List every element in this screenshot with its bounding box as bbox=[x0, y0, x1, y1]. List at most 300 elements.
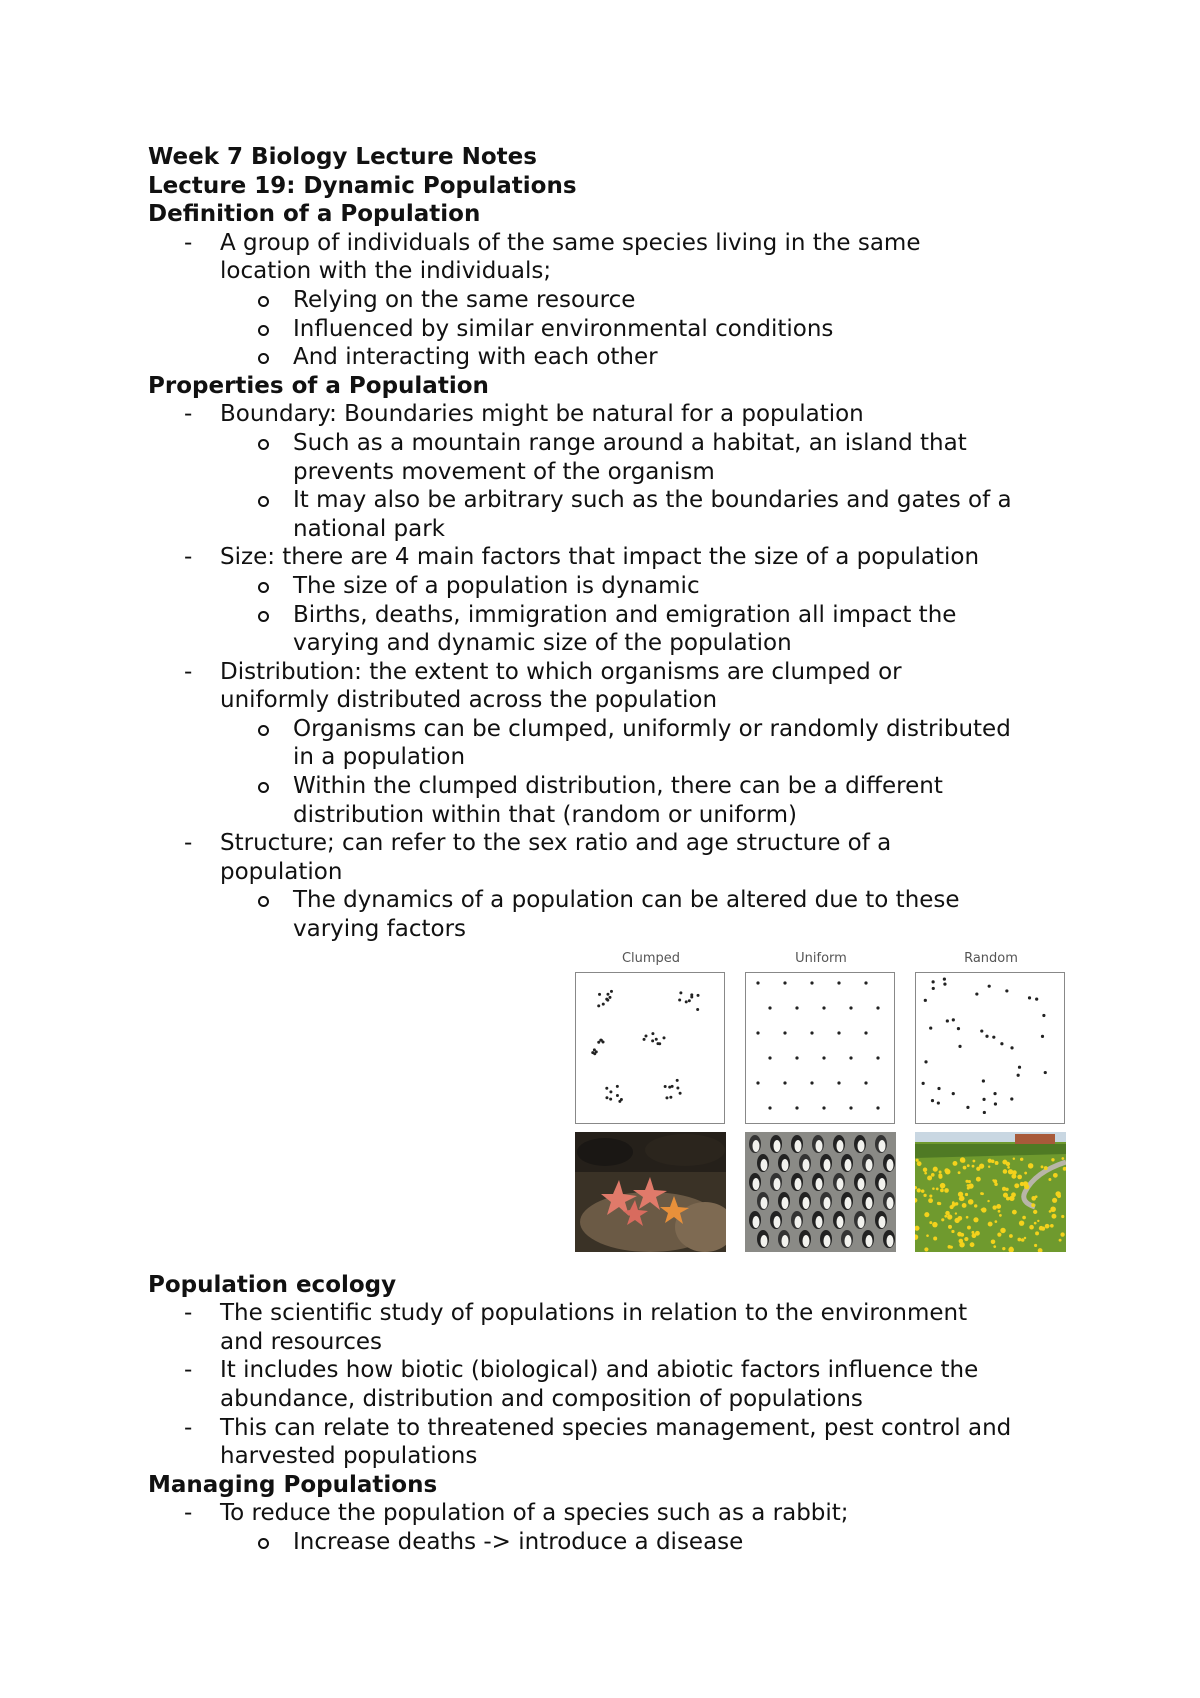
dandelion-flower bbox=[1003, 1169, 1008, 1174]
organism-dot bbox=[783, 981, 786, 984]
organism-dot bbox=[924, 1060, 927, 1063]
organism-dot bbox=[783, 1031, 786, 1034]
dandelion-flower bbox=[972, 1164, 975, 1167]
organism-dot bbox=[609, 1097, 612, 1100]
dandelion-flower bbox=[1020, 1158, 1023, 1161]
sub-bullet-item: And interacting with each other bbox=[148, 343, 1108, 372]
penguin-belly bbox=[795, 1178, 802, 1190]
penguin-belly bbox=[824, 1197, 831, 1209]
sub-bullet-continuation: national park bbox=[293, 515, 445, 542]
random-dot-diagram bbox=[915, 972, 1065, 1124]
organism-dot bbox=[931, 1099, 934, 1102]
dandelion-flower bbox=[1014, 1183, 1019, 1188]
organism-dot bbox=[985, 1034, 988, 1037]
dandelion-flower bbox=[958, 1216, 963, 1221]
sub-bullet-item: Influenced by similar environmental conditions bbox=[148, 315, 1108, 344]
dandelion-flower bbox=[955, 1212, 957, 1214]
organism-dot bbox=[864, 981, 867, 984]
dash-marker: - bbox=[184, 401, 193, 428]
organism-dot bbox=[605, 1086, 608, 1089]
dandelion-flower bbox=[1052, 1197, 1057, 1202]
clumped-dot-diagram bbox=[575, 972, 725, 1124]
organism-dot bbox=[688, 999, 691, 1002]
organism-dot bbox=[993, 1092, 996, 1095]
bullet-item: - It includes how biotic (biological) and abiotic factors influence the bbox=[184, 1357, 979, 1384]
clumped-panel bbox=[575, 950, 727, 1256]
document-page bbox=[148, 143, 1108, 1557]
organism-dot bbox=[810, 1081, 813, 1084]
dandelion-flower bbox=[936, 1187, 939, 1190]
dandelion-flower bbox=[1057, 1194, 1061, 1198]
circle-bullet-icon bbox=[258, 496, 269, 507]
dandelion-flower bbox=[924, 1212, 929, 1217]
organism-dot bbox=[679, 991, 682, 994]
organism-dot bbox=[957, 1027, 960, 1030]
dandelion-flower bbox=[948, 1245, 952, 1249]
penguin-belly bbox=[837, 1216, 844, 1228]
dandelion-flower bbox=[953, 1161, 958, 1166]
sub-bullet-item: It may also be arbitrary such as the boundaries and gates of a bbox=[148, 486, 1108, 515]
organism-dot bbox=[597, 1004, 600, 1007]
penguin-belly bbox=[816, 1178, 823, 1190]
dandelion-flower bbox=[1060, 1232, 1064, 1236]
organism-dot bbox=[663, 1036, 666, 1039]
dandelion-flower bbox=[993, 1179, 997, 1183]
dandelion-flower bbox=[975, 1231, 980, 1236]
penguin-belly bbox=[887, 1235, 894, 1247]
dandelion-flower bbox=[995, 1161, 999, 1165]
dandelion-flower bbox=[991, 1239, 996, 1244]
random-panel bbox=[915, 950, 1067, 1256]
dandelion-flower bbox=[971, 1230, 974, 1233]
penguin-belly bbox=[774, 1216, 781, 1228]
organism-dot bbox=[696, 1008, 699, 1011]
dandelion-flower bbox=[959, 1242, 964, 1247]
dash-marker: - bbox=[184, 1500, 193, 1527]
dandelion-flower bbox=[967, 1184, 970, 1187]
sub-bullet-item: Such as a mountain range around a habitat, an island that bbox=[148, 429, 1108, 458]
organism-dot bbox=[1035, 997, 1038, 1000]
circle-bullet-icon bbox=[258, 782, 269, 793]
dash-marker: - bbox=[184, 1357, 193, 1384]
dandelion-flower bbox=[976, 1166, 980, 1170]
dandelion-flower bbox=[938, 1173, 942, 1177]
organism-dot bbox=[929, 1026, 932, 1029]
dandelion-flower bbox=[1023, 1181, 1028, 1186]
distribution-figure bbox=[148, 950, 1108, 1265]
penguin-belly bbox=[782, 1197, 789, 1209]
penguin-belly bbox=[795, 1140, 802, 1152]
penguin-belly bbox=[837, 1140, 844, 1152]
dandelion-flower bbox=[993, 1245, 996, 1248]
organism-dot bbox=[932, 986, 935, 989]
dandelion-flower bbox=[988, 1165, 990, 1167]
organism-dot bbox=[924, 998, 927, 1001]
organism-dot bbox=[1028, 996, 1031, 999]
organism-dot bbox=[620, 1098, 623, 1101]
organism-dot bbox=[1000, 1042, 1003, 1045]
sub-bullet-continuation: prevents movement of the organism bbox=[293, 458, 715, 485]
organism-dot bbox=[600, 1038, 603, 1041]
dandelion-flower bbox=[992, 1205, 996, 1209]
dandelion-flower bbox=[976, 1176, 981, 1181]
penguin-belly bbox=[866, 1159, 873, 1171]
dandelion-flower bbox=[1024, 1236, 1026, 1238]
bullet-item: - To reduce the population of a species such as a rabbit; bbox=[184, 1500, 849, 1527]
sub-bullet-item: Within the clumped distribution, there can be a different bbox=[148, 772, 1108, 801]
starfish-photo bbox=[575, 1132, 726, 1252]
sub-bullet-continuation: distribution within that (random or uniform) bbox=[293, 801, 797, 828]
organism-dot bbox=[849, 1006, 852, 1009]
circle-bullet-icon bbox=[258, 725, 269, 736]
sub-bullet-item: The dynamics of a population can be altered due to these bbox=[148, 886, 1108, 915]
dandelion-flower bbox=[996, 1204, 1001, 1209]
dash-marker: - bbox=[184, 830, 193, 857]
organism-dot bbox=[768, 1106, 771, 1109]
dash-marker: - bbox=[184, 1414, 193, 1441]
dandelion-flower bbox=[957, 1231, 962, 1236]
dandelion-flower bbox=[962, 1203, 967, 1208]
penguin-belly bbox=[879, 1216, 886, 1228]
organism-dot bbox=[876, 1106, 879, 1109]
dandelion-flower bbox=[948, 1224, 952, 1228]
dandelion-flower bbox=[966, 1216, 969, 1219]
organism-dot bbox=[605, 997, 608, 1000]
penguin-belly bbox=[782, 1159, 789, 1171]
organism-dot bbox=[602, 1002, 605, 1005]
penguin-belly bbox=[879, 1140, 886, 1152]
penguin-belly bbox=[845, 1159, 852, 1171]
organism-dot bbox=[876, 1006, 879, 1009]
organism-dot bbox=[690, 995, 693, 998]
dandelion-flower bbox=[1011, 1173, 1016, 1178]
organism-dot bbox=[837, 1031, 840, 1034]
section-heading-definition: Definition of a Population bbox=[148, 201, 481, 228]
organism-dot bbox=[616, 1084, 619, 1087]
dash-marker: - bbox=[184, 1300, 193, 1327]
circle-bullet-icon bbox=[258, 896, 269, 907]
dandelion-flower bbox=[1035, 1231, 1039, 1235]
organism-dot bbox=[983, 1110, 986, 1113]
uniform-panel bbox=[745, 950, 897, 1256]
penguin-belly bbox=[879, 1178, 886, 1190]
organism-dot bbox=[982, 1097, 985, 1100]
organism-dot bbox=[992, 1035, 995, 1038]
sub-bullet-item: Relying on the same resource bbox=[148, 286, 1108, 315]
dandelion-flower bbox=[999, 1214, 1002, 1217]
organism-dot bbox=[810, 1031, 813, 1034]
dandelion-flower bbox=[1000, 1227, 1005, 1232]
penguin-belly bbox=[845, 1235, 852, 1247]
dandelion-flower bbox=[917, 1161, 922, 1166]
sub-bullet-item: Births, deaths, immigration and emigration all impact the bbox=[148, 601, 1108, 630]
sub-bullet-continuation: varying and dynamic size of the population bbox=[293, 630, 792, 657]
organism-dot bbox=[932, 980, 935, 983]
organism-dot bbox=[1018, 1065, 1021, 1068]
dandelion-flower bbox=[968, 1199, 974, 1205]
dandelion-flower bbox=[1061, 1157, 1064, 1160]
penguin-belly bbox=[761, 1235, 768, 1247]
organism-dot bbox=[591, 1051, 594, 1054]
dandelion-flower bbox=[937, 1201, 940, 1204]
organism-dot bbox=[980, 1029, 983, 1032]
dandelion-flower bbox=[974, 1204, 977, 1207]
dandelion-flower bbox=[955, 1202, 958, 1205]
organism-dot bbox=[665, 1096, 668, 1099]
organism-dot bbox=[1041, 1034, 1044, 1037]
bullet-continuation: population bbox=[220, 858, 343, 885]
dandelion-flower bbox=[959, 1195, 964, 1200]
penguin-belly bbox=[858, 1178, 865, 1190]
dandelion-flower bbox=[1045, 1223, 1050, 1228]
organism-dot bbox=[958, 1044, 961, 1047]
organism-dot bbox=[643, 1038, 646, 1041]
dandelion-flower bbox=[931, 1173, 935, 1177]
organism-dot bbox=[795, 1006, 798, 1009]
bullet-item: - This can relate to threatened species management, pest control and bbox=[184, 1414, 1012, 1441]
section-heading-population-ecology: Population ecology bbox=[148, 1271, 397, 1298]
dandelion-flower bbox=[1041, 1165, 1044, 1168]
dandelion-flower bbox=[964, 1237, 968, 1241]
organism-dot bbox=[849, 1106, 852, 1109]
section-heading-properties: Properties of a Population bbox=[148, 372, 489, 399]
dandelion-flower bbox=[1021, 1238, 1025, 1242]
organism-dot bbox=[822, 1056, 825, 1059]
dandelion-flower bbox=[928, 1198, 933, 1203]
penguin-belly bbox=[816, 1140, 823, 1152]
penguin-colony-photo bbox=[745, 1132, 896, 1252]
dandelion-flower bbox=[932, 1187, 935, 1190]
dandelion-flower bbox=[1031, 1196, 1036, 1201]
bullet-continuation: location with the individuals; bbox=[220, 258, 552, 285]
organism-dot bbox=[597, 1040, 600, 1043]
organism-dot bbox=[783, 1081, 786, 1084]
bullet-continuation: abundance, distribution and composition of populations bbox=[220, 1386, 863, 1412]
circle-bullet-icon bbox=[258, 353, 269, 364]
organism-dot bbox=[937, 1086, 940, 1089]
organism-dot bbox=[608, 996, 611, 999]
organism-dot bbox=[837, 1081, 840, 1084]
organism-dot bbox=[864, 1081, 867, 1084]
dandelion-flower bbox=[1048, 1178, 1051, 1181]
dandelion-flower bbox=[1029, 1225, 1034, 1230]
circle-bullet-icon bbox=[258, 439, 269, 450]
dandelion-flower bbox=[1034, 1244, 1037, 1247]
dandelion-flower bbox=[987, 1200, 989, 1202]
organism-dot bbox=[837, 981, 840, 984]
organism-dot bbox=[651, 1039, 654, 1042]
dandelion-flower bbox=[1059, 1238, 1062, 1241]
bullet-item: - Distribution: the extent to which organisms are clumped or bbox=[184, 658, 902, 685]
organism-dot bbox=[676, 1086, 679, 1089]
circle-bullet-icon bbox=[258, 325, 269, 336]
dash-marker: - bbox=[184, 229, 193, 256]
organism-dot bbox=[756, 1081, 759, 1084]
sub-bullet-item: The size of a population is dynamic bbox=[148, 572, 1108, 601]
dandelion-flower bbox=[963, 1165, 967, 1169]
dandelion-flower bbox=[932, 1222, 937, 1227]
dandelion-flower bbox=[961, 1158, 965, 1162]
organism-dot bbox=[810, 981, 813, 984]
dandelion-flower bbox=[1037, 1219, 1039, 1221]
organism-dot bbox=[609, 1090, 612, 1093]
penguin-belly bbox=[803, 1235, 810, 1247]
bullet-continuation: harvested populations bbox=[220, 1443, 478, 1470]
organism-dot bbox=[849, 1056, 852, 1059]
document-title: Week 7 Biology Lecture Notes bbox=[148, 144, 537, 170]
dandelion-flower bbox=[924, 1171, 927, 1174]
penguin-belly bbox=[858, 1216, 865, 1228]
organism-dot bbox=[1010, 1097, 1013, 1100]
dandelion-flower bbox=[972, 1159, 975, 1162]
penguin-belly bbox=[774, 1140, 781, 1152]
dandelion-flower bbox=[988, 1158, 992, 1162]
dandelion-flower bbox=[1009, 1246, 1014, 1251]
bullet-item: - Boundary: Boundaries might be natural for a population bbox=[184, 401, 864, 428]
dandelion-flower bbox=[998, 1210, 1001, 1213]
dandelion-flower bbox=[1009, 1234, 1013, 1238]
dandelion-flower bbox=[916, 1158, 919, 1161]
organism-dot bbox=[756, 1031, 759, 1034]
dandelion-flower bbox=[1051, 1158, 1054, 1161]
bullet-item: - A group of individuals of the same species living in the same bbox=[184, 229, 921, 256]
dandelion-flower bbox=[981, 1208, 983, 1210]
dandelion-flower bbox=[1013, 1157, 1015, 1159]
penguin-belly bbox=[887, 1197, 894, 1209]
organism-dot bbox=[795, 1056, 798, 1059]
dandelion-flower bbox=[1033, 1209, 1037, 1213]
organism-dot bbox=[678, 998, 681, 1001]
dandelion-flower bbox=[1028, 1163, 1033, 1168]
organism-dot bbox=[616, 1094, 619, 1097]
dandelion-flower bbox=[973, 1217, 978, 1222]
dandelion-flower bbox=[940, 1188, 944, 1192]
dandelion-flower bbox=[967, 1225, 971, 1229]
dandelion-flower bbox=[929, 1194, 932, 1197]
organism-dot bbox=[864, 1031, 867, 1034]
penguin-belly bbox=[803, 1159, 810, 1171]
dandelion-flower bbox=[1034, 1221, 1037, 1224]
dandelion-flower bbox=[1050, 1224, 1054, 1228]
organism-dot bbox=[795, 1106, 798, 1109]
dandelion-flower bbox=[958, 1171, 961, 1174]
lecture-title: Lecture 19: Dynamic Populations bbox=[148, 172, 577, 199]
circle-bullet-icon bbox=[258, 582, 269, 593]
dandelion-flower bbox=[1051, 1213, 1056, 1218]
penguin-belly bbox=[803, 1197, 810, 1209]
penguin-belly bbox=[753, 1216, 760, 1228]
dash-marker: - bbox=[184, 544, 193, 571]
dandelion-flower bbox=[1031, 1203, 1035, 1207]
organism-dot bbox=[922, 1081, 925, 1084]
circle-bullet-icon bbox=[258, 1538, 269, 1549]
organism-dot bbox=[822, 1006, 825, 1009]
sub-bullet-item: Increase deaths -> introduce a disease bbox=[148, 1528, 1108, 1557]
dandelion-flower bbox=[927, 1175, 932, 1180]
dandelion-flower bbox=[940, 1183, 946, 1189]
organism-dot bbox=[975, 992, 978, 995]
dandelion-flower bbox=[933, 1166, 938, 1171]
dandelion-flower bbox=[951, 1229, 954, 1232]
organism-dot bbox=[768, 1006, 771, 1009]
dandelion-flower bbox=[917, 1188, 921, 1192]
dandelion-flower bbox=[1012, 1209, 1017, 1214]
dandelion-flower bbox=[1019, 1220, 1024, 1225]
bullet-item: - Size: there are 4 main factors that impact the size of a population bbox=[184, 544, 980, 571]
dandelion-flower bbox=[929, 1221, 932, 1224]
penguin-belly bbox=[753, 1140, 760, 1152]
dandelion-flower bbox=[1007, 1166, 1010, 1169]
penguin-belly bbox=[795, 1216, 802, 1228]
dandelion-flower bbox=[1002, 1159, 1007, 1164]
uniform-label: Uniform bbox=[795, 950, 847, 966]
dandelion-flower bbox=[995, 1220, 998, 1223]
dandelion-flower bbox=[1024, 1171, 1027, 1174]
organism-dot bbox=[952, 1092, 955, 1095]
dandelion-flower bbox=[965, 1193, 968, 1196]
section-heading-managing-populations: Managing Populations bbox=[148, 1471, 438, 1498]
organism-dot bbox=[669, 1095, 672, 1098]
penguin-belly bbox=[753, 1178, 760, 1190]
dandelion-flower bbox=[926, 1234, 929, 1237]
bullet-item: - The scientific study of populations in relation to the environment bbox=[184, 1300, 968, 1327]
organism-dot bbox=[598, 993, 601, 996]
dandelion-flower bbox=[952, 1201, 955, 1204]
organism-dot bbox=[937, 1101, 940, 1104]
dandelion-flower bbox=[1049, 1210, 1052, 1213]
organism-dot bbox=[595, 1050, 598, 1053]
circle-bullet-icon bbox=[258, 296, 269, 307]
uniform-dot-diagram bbox=[745, 972, 895, 1124]
organism-dot bbox=[664, 1085, 667, 1088]
dandelion-flower bbox=[944, 1188, 949, 1193]
dandelion-meadow-photo bbox=[915, 1132, 1066, 1252]
dandelion-flower bbox=[933, 1236, 937, 1240]
dandelion-flower bbox=[968, 1180, 971, 1183]
organism-dot bbox=[655, 1037, 658, 1040]
organism-dot bbox=[656, 1042, 659, 1045]
dandelion-flower bbox=[970, 1242, 975, 1247]
organism-dot bbox=[606, 992, 609, 995]
dandelion-flower bbox=[980, 1192, 983, 1195]
organism-dot bbox=[679, 1091, 682, 1094]
organism-dot bbox=[651, 1032, 654, 1035]
organism-dot bbox=[605, 1096, 608, 1099]
organism-dot bbox=[756, 981, 759, 984]
sub-bullet-continuation: varying factors bbox=[293, 916, 467, 943]
organism-dot bbox=[644, 1034, 647, 1037]
organism-dot bbox=[1017, 1073, 1020, 1076]
clumped-label: Clumped bbox=[621, 950, 681, 966]
bullet-continuation: uniformly distributed across the population bbox=[220, 687, 718, 714]
circle-bullet-icon bbox=[258, 611, 269, 622]
dandelion-flower bbox=[988, 1221, 993, 1226]
dandelion-flower bbox=[1009, 1195, 1014, 1200]
organism-dot bbox=[952, 1018, 955, 1021]
sub-bullet-continuation: in a population bbox=[293, 744, 466, 771]
organism-dot bbox=[610, 990, 613, 993]
dandelion-flower bbox=[1053, 1173, 1058, 1178]
organism-dot bbox=[697, 994, 700, 997]
dandelion-flower bbox=[997, 1232, 1001, 1236]
organism-dot bbox=[676, 1079, 679, 1082]
dandelion-flower bbox=[945, 1169, 951, 1175]
bullet-continuation: and resources bbox=[220, 1328, 383, 1355]
dandelion-flower bbox=[921, 1189, 925, 1193]
organism-dot bbox=[685, 1000, 688, 1003]
dandelion-flower bbox=[1039, 1226, 1044, 1231]
penguin-belly bbox=[816, 1216, 823, 1228]
